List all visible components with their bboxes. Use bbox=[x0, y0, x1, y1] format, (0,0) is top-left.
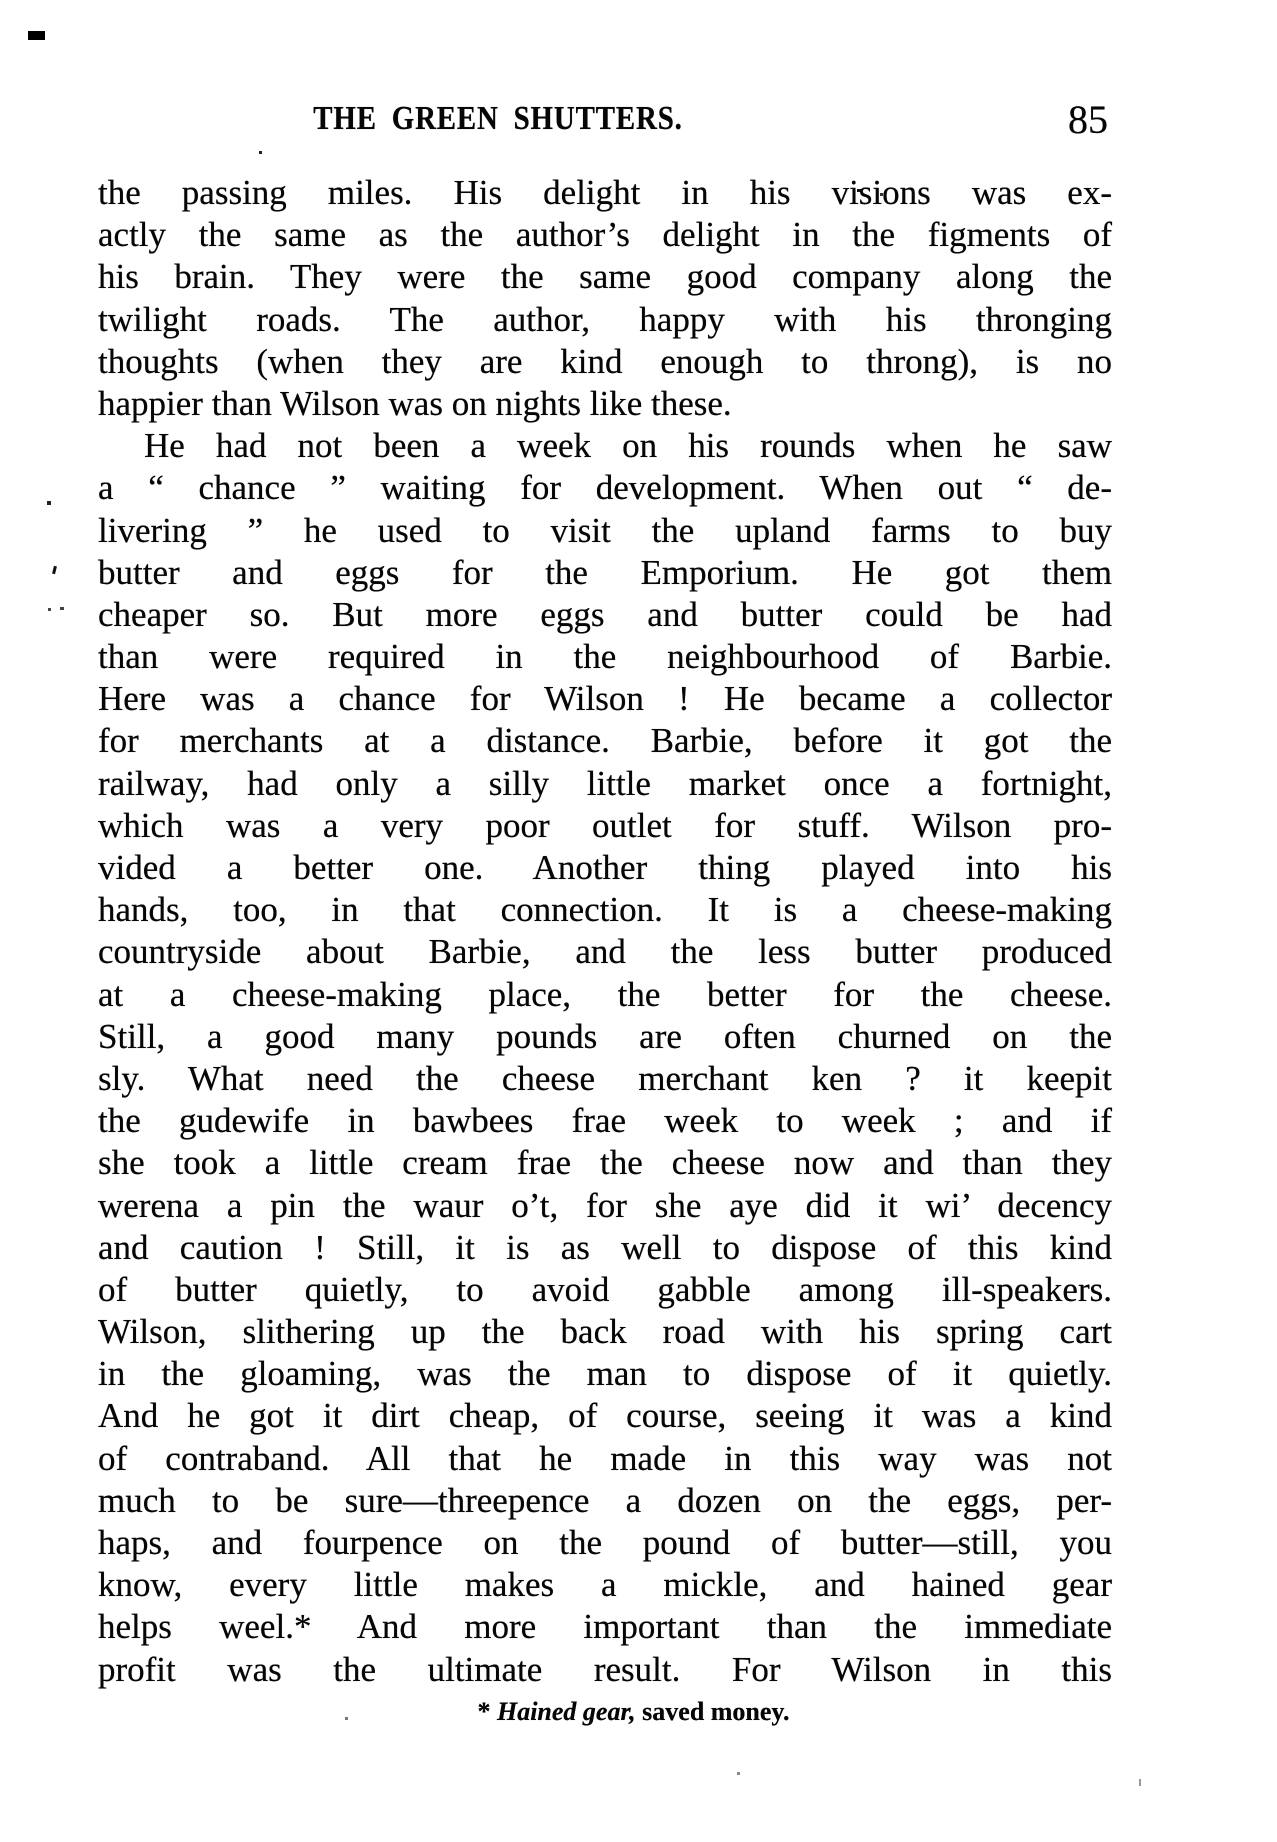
body-text-line: He had not been a week on his rounds when he saw bbox=[144, 426, 1112, 466]
body-text-line: haps, and fourpence on the pound of butter—still, you bbox=[98, 1523, 1112, 1562]
scan-speck bbox=[1139, 1779, 1141, 1786]
scan-speck bbox=[48, 608, 51, 611]
body-text-line: than were required in the neighbourhood of Barbie. bbox=[98, 637, 1112, 677]
body-text-line: hands, too, in that connection. It is a cheese-making bbox=[98, 890, 1112, 930]
body-text-line: of contraband. All that he made in this way was not bbox=[98, 1438, 1112, 1478]
body-text-line: Wilson, slithering up the back road with his spring cart bbox=[98, 1312, 1112, 1352]
scan-speck bbox=[47, 501, 51, 505]
body-text-line: actly the same as the author’s delight in the figments of bbox=[98, 215, 1112, 255]
body-text-line: and caution ! Still, it is as well to dispose of this kind bbox=[98, 1227, 1112, 1267]
body-text-line: railway, had only a silly little market once a fortnight, bbox=[98, 763, 1112, 803]
body-text-line: the gudewife in bawbees frae week to week ; and if bbox=[98, 1101, 1112, 1141]
scan-artifact-dash bbox=[28, 31, 45, 40]
running-head-title: THE GREEN SHUTTERS. bbox=[313, 100, 683, 137]
footnote-definition: saved money. bbox=[635, 1697, 790, 1726]
body-text-line: Here was a chance for Wilson ! He became a collector bbox=[98, 679, 1112, 719]
body-text-line: happier than Wilson was on nights like these. bbox=[98, 383, 732, 423]
footnote-term: Hained gear, bbox=[496, 1697, 636, 1726]
scan-speck bbox=[52, 566, 57, 574]
body-text-block bbox=[98, 172, 1112, 1691]
scan-speck bbox=[60, 607, 64, 610]
body-text-line: livering ” he used to visit the upland farms to buy bbox=[98, 510, 1112, 550]
body-text-line: countryside about Barbie, and the less butter produced bbox=[98, 932, 1112, 972]
body-text-line: thoughts (when they are kind enough to throng), is no bbox=[98, 341, 1112, 381]
body-text-line: his brain. They were the same good company along the bbox=[98, 257, 1112, 297]
body-text-line: werena a pin the waur o’t, for she aye did it wi’ decency bbox=[98, 1185, 1112, 1225]
footnote bbox=[122, 1697, 1145, 1727]
body-text-line: butter and eggs for the Emporium. He got them bbox=[98, 552, 1112, 592]
body-text-line: the passing miles. His delight in his visions was ex- bbox=[98, 173, 1112, 212]
body-text-line: in the gloaming, was the man to dispose of it quietly. bbox=[98, 1354, 1112, 1394]
scan-speck bbox=[259, 151, 262, 154]
body-text-line: helps weel.* And more important than the immediate bbox=[98, 1607, 1112, 1647]
body-text-line: at a cheese-making place, the better for the cheese. bbox=[98, 974, 1112, 1014]
body-text-line: vided a better one. Another thing played into his bbox=[98, 848, 1112, 887]
body-text-line: much to be sure—threepence a dozen on the eggs, per- bbox=[98, 1480, 1112, 1520]
scan-speck bbox=[737, 1772, 740, 1775]
body-text-line: a “ chance ” waiting for development. When out “ de- bbox=[98, 468, 1112, 508]
body-text-line: know, every little makes a mickle, and hained gear bbox=[98, 1565, 1112, 1605]
body-text-line: And he got it dirt cheap, of course, seeing it was a kind bbox=[98, 1396, 1112, 1436]
body-text-line: sly. What need the cheese merchant ken ? it keepit bbox=[98, 1058, 1112, 1098]
body-text-line: cheaper so. But more eggs and butter could be had bbox=[98, 594, 1112, 634]
body-text-line: she took a little cream frae the cheese now and than they bbox=[98, 1143, 1112, 1183]
body-text-line: profit was the ultimate result. For Wilson in this bbox=[98, 1649, 1112, 1689]
body-text-line: which was a very poor outlet for stuff. Wilson pro- bbox=[98, 805, 1112, 845]
body-text-line: for merchants at a distance. Barbie, before it got the bbox=[98, 721, 1112, 761]
body-text-line: twilight roads. The author, happy with his thronging bbox=[98, 299, 1112, 339]
footnote-marker: * bbox=[477, 1697, 497, 1726]
body-text-line: Still, a good many pounds are often churned on the bbox=[98, 1016, 1112, 1056]
body-text-line: of butter quietly, to avoid gabble among ill-speakers. bbox=[98, 1269, 1112, 1309]
page-number: 85 bbox=[1068, 97, 1108, 142]
